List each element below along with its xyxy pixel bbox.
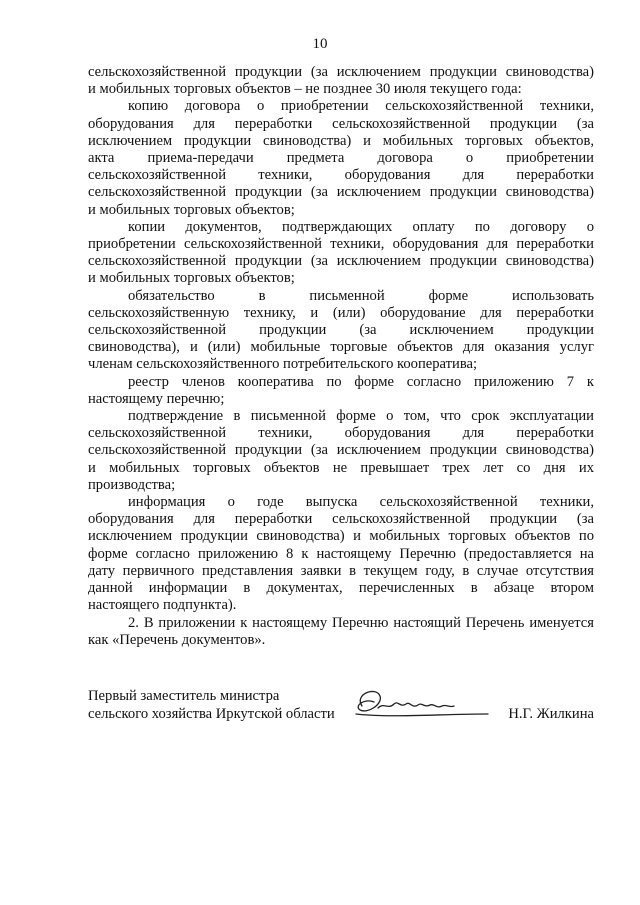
paragraph-line: форме согласно приложению 8 к настоящему Перечню (предоставляется на: [88, 545, 594, 562]
paragraph-line: сельскохозяйственную технику, и (или) оборудование для переработки: [88, 304, 594, 321]
paragraph-line: данной информации в документах, перечисленных в абзаце втором: [88, 580, 594, 597]
paragraph-line: реестр членов кооператива по форме согласно приложению 7 к: [128, 373, 594, 390]
signatory-position-line-1: Первый заместитель министра: [88, 688, 280, 704]
paragraph-line: 2. В приложении к настоящему Перечню настоящий Перечень именуется: [128, 614, 594, 631]
paragraph-line: свиноводства), и (или) мобильные торговые объектов для оказания услуг: [88, 339, 594, 356]
paragraph-line: копию договора о приобретении сельскохозяйственной техники,: [128, 98, 594, 115]
paragraph-line: настоящего подпункта).: [88, 597, 237, 614]
paragraph-line: дату первичного представления заявки в текущем году, в случае отсутствия: [88, 562, 594, 579]
paragraph-line: обязательство в письменной форме использовать: [128, 287, 594, 304]
paragraph-line: подтверждение в письменной форме о том, что срок эксплуатации: [128, 408, 594, 425]
paragraph-line: приобретении сельскохозяйственной техники, оборудования для переработки: [88, 236, 594, 253]
signatory-name: Н.Г. Жилкина: [508, 705, 594, 722]
page-number: 10: [312, 36, 328, 52]
paragraph-line: настоящему перечню;: [88, 390, 225, 407]
handwritten-signature: [350, 684, 490, 724]
paragraph-line: членам сельскохозяйственного потребительского кооператива;: [88, 356, 478, 373]
signatory-position: [88, 688, 335, 723]
paragraph-line: сельскохозяйственной техники, оборудования для переработки: [88, 167, 594, 184]
paragraph-line: производства;: [88, 476, 176, 493]
paragraph-line: сельскохозяйственной продукции (за исключением продукции свиноводства): [88, 253, 594, 270]
paragraph-line: исключением продукции свиноводства) и мобильных торговых объектов по: [88, 528, 594, 545]
paragraph-line: сельскохозяйственной продукции (за исключением продукции: [88, 322, 594, 339]
paragraph-line: сельскохозяйственной продукции (за исключением продукции свиноводства): [88, 184, 594, 201]
paragraph-line: сельскохозяйственной продукции (за исключением продукции свиноводства): [88, 442, 594, 459]
paragraph-line: акта приема-передачи предмета договора о приобретении: [88, 150, 594, 167]
paragraph-line: и мобильных торговых объектов;: [88, 201, 295, 218]
paragraph-line: как «Перечень документов».: [88, 631, 266, 648]
paragraph-line: и мобильных торговых объектов – не позднее 30 июля текущего года:: [88, 81, 522, 98]
paragraph-line: оборудования для переработки сельскохозяйственной продукции (за: [88, 115, 594, 132]
signatory-position-line-2: сельского хозяйства Иркутской области: [88, 705, 335, 722]
paragraph-line: и мобильных торговых объектов;: [88, 270, 295, 287]
paragraph-line: оборудования для переработки сельскохозяйственной продукции (за: [88, 511, 594, 528]
document-body: [88, 64, 594, 649]
paragraph-line: копии документов, подтверждающих оплату по договору о: [128, 218, 594, 235]
paragraph-line: исключением продукции свиноводства) и мобильных торговых объектов,: [88, 132, 594, 149]
paragraph-line: сельскохозяйственной продукции (за исключением продукции свиноводства): [88, 64, 594, 80]
paragraph-line: сельскохозяйственной техники, оборудования для переработки: [88, 425, 594, 442]
paragraph-line: информация о годе выпуска сельскохозяйственной техники,: [128, 494, 594, 511]
paragraph-line: и мобильных торговых объектов не превышает трех лет со дня их: [88, 459, 594, 476]
